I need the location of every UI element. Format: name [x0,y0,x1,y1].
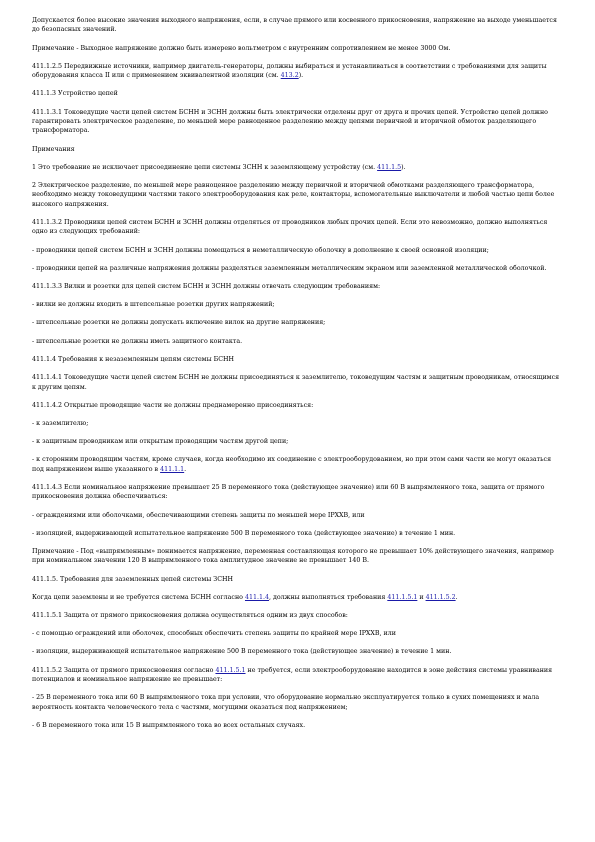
paragraph-text: Примечание - Под «выпрямленным» понимается напряжение, переменная составляющая которого не превышает 10% действующего значения, например при номинальном значении 120 В выпрямленного тока амплитудное значение не превышает 140 В. [32,547,554,565]
paragraph [32,455,563,474]
paragraph [32,437,563,446]
paragraph [32,721,563,730]
paragraph-text: - ограждениями или оболочками, обеспечивающими степень защиты по меньшей мере IPXXB, или [32,511,365,519]
paragraph-text: - проводники цепей систем БСНН и ЗСНН должны помещаться в неметаллическую оболочку в дополнение к своей основной изоляции; [32,246,489,254]
section-link[interactable]: 411.1.5.2 [425,593,456,601]
paragraph [32,483,563,502]
paragraph-text: 411.1.2.5 Передвижные источники, например двигатель-генераторы, должны выбираться и устанавливаться в соответствии с требованиями для защиты оборудования класса II или с применением эквивалентной изоляции (см. [32,62,547,80]
paragraph-text: 411.1.5.1 Защита от прямого прикосновения должна осуществляться одним из двух способов: [32,611,348,619]
paragraph-text: - изоляции, выдерживающей испытательное напряжение 500 В переменного тока (действующее значение) в течение 1 мин. [32,648,452,656]
paragraph-text: - изоляцией, выдерживающей испытательное напряжение 500 В переменного тока (действующее значение) в течение 1 мин. [32,529,456,537]
paragraph [32,629,563,638]
paragraph [32,593,563,602]
paragraph-text: 411.1.4 Требования к незаземленным цепям системы БСНН [32,355,235,363]
paragraph [32,89,563,98]
paragraph [32,373,563,392]
paragraph-text: - 25 В переменного тока или 60 В выпрямленного тока при условии, что оборудование нормально эксплуатируется только в сухих помещениях и мала вероятность контакта человеческого тела с частями, могущими оказаться под напряжением; [32,694,540,711]
paragraph-text: Допускается более высокие значения выходного напряжения, если, в случае прямого или косвенного прикосновения, напряжение на выходе уменьшается до безопасных значений. [32,17,557,34]
paragraph [32,145,563,154]
paragraph-text: не требуется, если электрооборудование находится в зоне действия системы уравнивания потенциалов и номинальное напряжение не превышает: [32,666,553,683]
paragraph-text: 411.1.5. Требования для заземленных цепей системы ЗСНН [32,575,234,583]
paragraph-text: 411.1.3 Устройство цепей [32,90,118,98]
section-link[interactable]: 411.1.5.1 [215,666,246,674]
section-link[interactable]: 411.1.5.1 [387,593,418,601]
paragraph-text: 411.1.4.2 Открытые проводящие части не должны преднамеренно присоединяться: [32,401,314,409]
paragraph-text: - к заземлителю; [32,419,89,427]
paragraph [32,611,563,620]
paragraph [32,529,563,538]
paragraph [32,511,563,520]
paragraph [32,264,563,273]
paragraph [32,300,563,309]
paragraph-text: Примечание - Выходное напряжение должно быть измерено вольтметром с внутренним сопротивлением не менее 3000 Ом. [32,44,451,52]
paragraph-text: - штепсельные розетки не должны иметь защитного контакта. [32,337,243,345]
paragraph-text: 1 Это требование не исключает присоединение цепи системы ЗСНН к заземляющему устройству (см. [32,163,378,171]
section-link[interactable]: 411.1.1 [160,465,185,473]
paragraph-text: 411.1.4.1 Токоведущие части цепей систем БСНН не должны присоединяться к заземлителю, токоведущим частям и защитным проводникам, относящимся к другим цепям. [32,374,560,391]
paragraph-text: - к сторонним проводящим частям, кроме случаев, когда необходимо их соединение с электрооборудованием, но при этом сами части не могут оказаться под напряжением выше указанного в [32,456,552,473]
paragraph [32,163,563,172]
paragraph [32,16,563,35]
paragraph-text: - штепсельные розетки не должны допускать включение вилок на другие напряжения; [32,319,326,327]
paragraph [32,181,563,209]
paragraph-text: , должны выполняться требования [269,593,388,601]
paragraph-text: . [184,465,187,473]
paragraph-text: 411.1.5.2 Защита от прямого прикосновения согласно [32,666,216,674]
section-link[interactable]: 413.2 [280,72,299,80]
paragraph-text: - 6 В переменного тока или 15 В выпрямленного тока во всех остальных случаях. [32,721,306,729]
paragraph [32,108,563,136]
paragraph [32,575,563,584]
paragraph-text: 411.1.3.3 Вилки и розетки для цепей систем БСНН и ЗСНН должны отвечать следующим требованиям: [32,283,381,291]
paragraph-text: 2 Электрическое разделение, по меньшей мере равноценное разделению между первичной и вторичной обмотками разделяющего трансформатора, необходимо между токоведущими частями такого электрооборудования как реле, контакторы, вспомогательные выключатели и любой частью цепи более высокого напряжения. [32,182,555,208]
paragraph-text: - к защитным проводникам или открытым проводящим частям другой цепи; [32,438,289,446]
paragraph-text: 411.1.3.2 Проводники цепей систем БСНН и ЗСНН должны отделяться от проводников любых прочих цепей. Если это невозможно, должно выполняться одно из следующих требований: [32,219,548,236]
paragraph [32,44,563,53]
paragraph-text: . [455,593,458,601]
section-link[interactable]: 411.1.5 [377,163,402,171]
paragraph [32,337,563,346]
paragraph-text: - проводники цепей на различные напряжения должны разделяться заземленным металлическим экраном или заземленной металлической оболочкой. [32,264,547,272]
paragraph-text: 411.1.4.3 Если номинальное напряжение превышает 25 В переменного тока (действующее значение) или 60 В выпрямленного тока, защита от прямого прикосновения должна обеспечиваться: [32,483,545,501]
paragraph [32,547,563,566]
paragraph-text: и [417,593,426,601]
paragraph-text: 411.1.3.1 Токоведущие части цепей систем БСНН и ЗСНН должны быть электрически отделены друг от друга и прочих цепей. Устройство цепей должно гарантировать электрическое разделение, по меньшей мере равноценное разделению между цепями первичной и вторичной обмоток разделяющего трансформатора. [32,108,548,135]
paragraph [32,647,563,656]
paragraph [32,355,563,364]
paragraph [32,62,563,81]
paragraph-text: ). [298,72,304,80]
paragraph-text: Когда цепи заземлены и не требуется система БСНН согласно [32,593,245,601]
paragraph [32,666,563,685]
paragraph [32,246,563,255]
section-link[interactable]: 411.1.4 [244,593,270,601]
paragraph [32,318,563,327]
paragraph [32,218,563,237]
paragraph [32,419,563,428]
paragraph-text: - вилки не должны входить в штепсельные розетки других напряжений; [32,301,275,309]
paragraph-text: ). [401,163,406,171]
paragraph-text: - с помощью ограждений или оболочек, способных обеспечить степень защиты по крайней мере IPXXB, или [32,630,396,638]
paragraph [32,282,563,291]
paragraph [32,401,563,410]
paragraph [32,693,563,712]
paragraph-text: Примечания [32,145,75,153]
